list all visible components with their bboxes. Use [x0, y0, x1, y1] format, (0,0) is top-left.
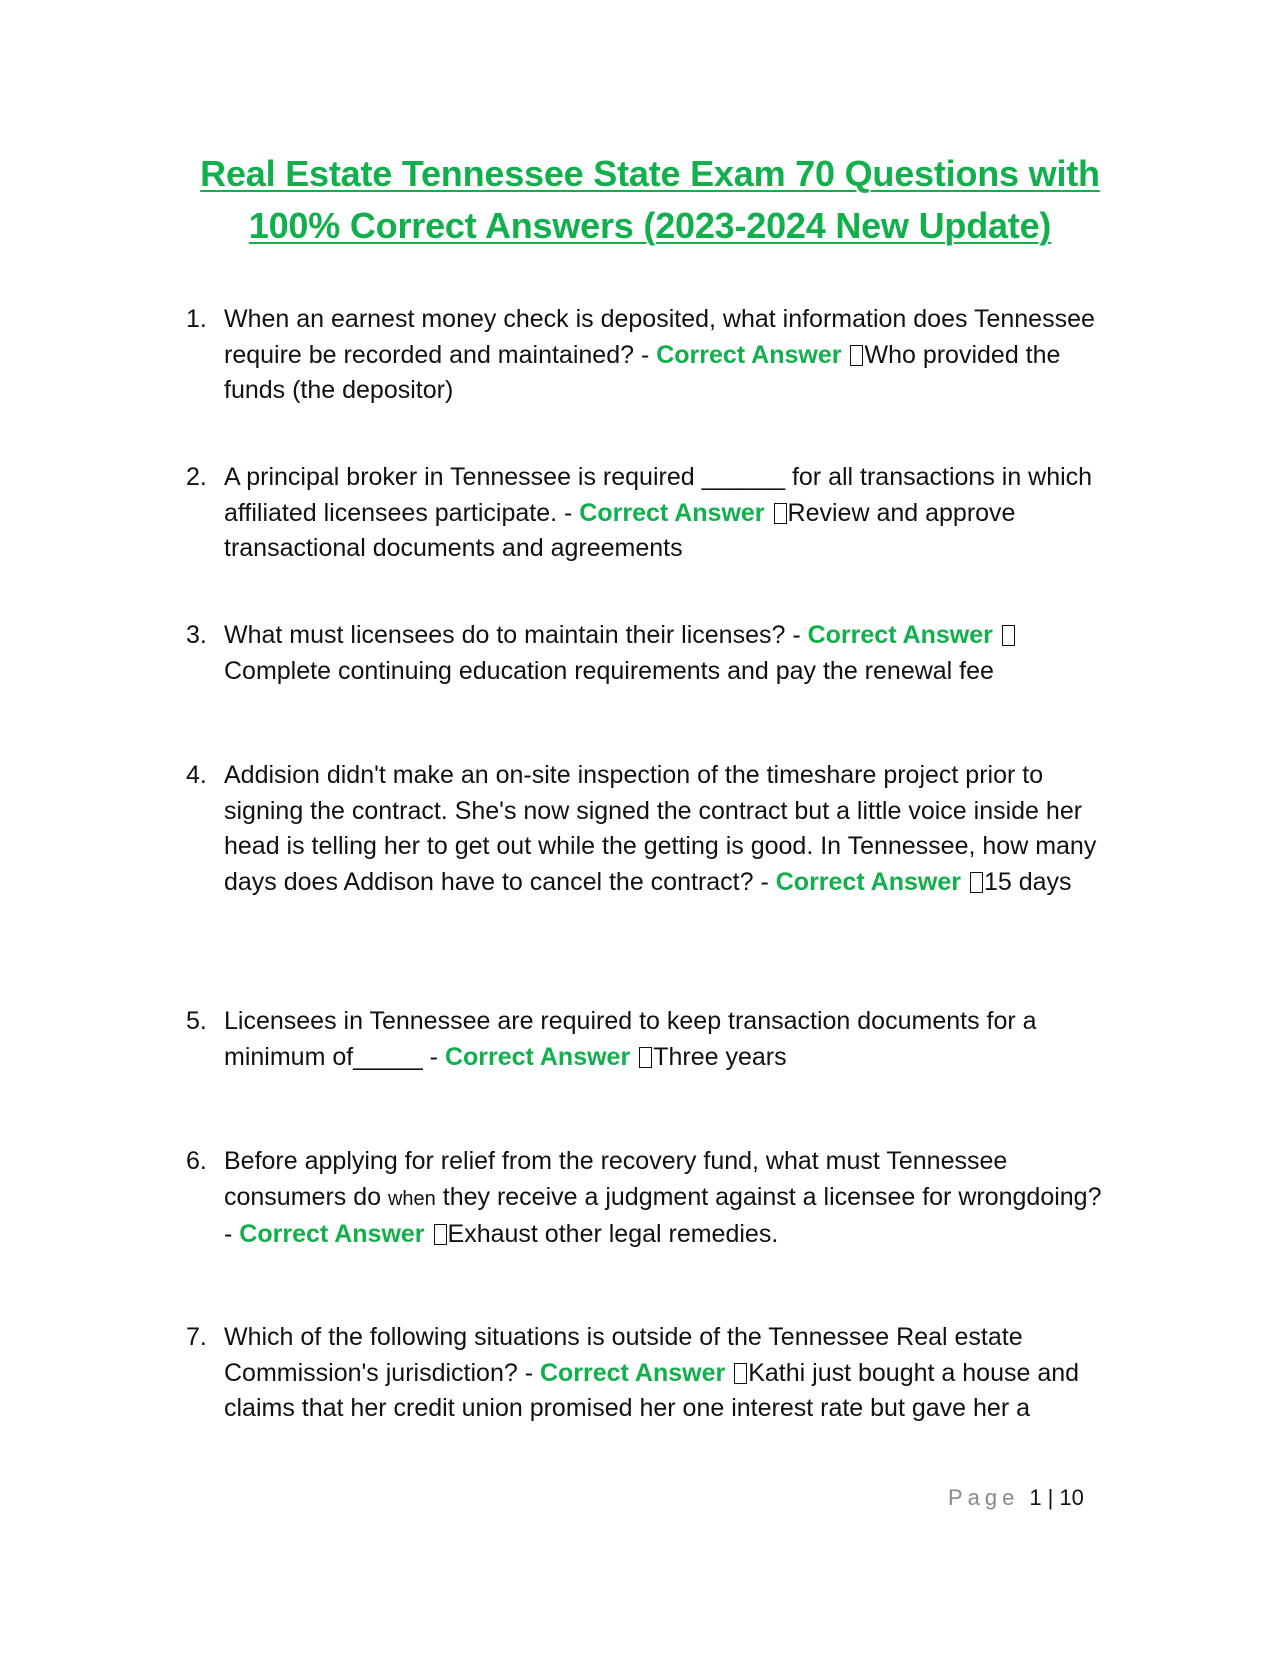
- question-body: [224, 1144, 1114, 1253]
- page-separator: |: [1047, 1485, 1054, 1510]
- correct-answer-label: Correct Answer: [807, 621, 993, 649]
- question-number: 5.: [186, 1007, 207, 1035]
- question-body: [224, 302, 1114, 409]
- question-body: [224, 1004, 1114, 1075]
- answer-text: Who provided the funds (the depositor): [224, 340, 1061, 404]
- missing-glyph-box-icon: [774, 503, 787, 524]
- question-text: A principal broker in Tennessee is required ______ for all transactions in which affiliated licensees participate.: [224, 463, 1093, 527]
- question-item: [186, 460, 1136, 567]
- question-item: [186, 1320, 1136, 1427]
- missing-glyph-box-icon: [639, 1047, 652, 1068]
- correct-answer-label: Correct Answer: [239, 1220, 425, 1248]
- question-text: Addision didn't make an on-site inspection of the timeshare project prior to signing the contract. She's now signed the contract but a little voice inside her head is telling her to get out while the getting is good. In Tennessee, how many days does Addison have to cancel the contract?: [224, 761, 1097, 896]
- question-number: 6.: [186, 1147, 207, 1175]
- correct-answer-label: Correct Answer: [579, 498, 765, 527]
- separator: -: [785, 621, 808, 649]
- question-item: [186, 618, 1136, 689]
- question-number: 7.: [186, 1323, 207, 1351]
- correct-answer-label: Correct Answer: [775, 867, 961, 896]
- correct-answer-label: Correct Answer: [539, 1358, 726, 1387]
- answer-text: Exhaust other legal remedies.: [447, 1220, 779, 1248]
- answer-text: Three years: [653, 1042, 787, 1071]
- page-current: 1: [1029, 1485, 1042, 1510]
- question-text: When an earnest money check is deposited, what information does Tennessee require be recorded and maintained?: [224, 305, 1095, 369]
- correct-answer-label: Correct Answer: [656, 340, 842, 369]
- question-text: they receive a judgment against a licensee for wrongdoing?: [442, 1182, 1102, 1211]
- question-item: [186, 302, 1136, 409]
- page-total: 10: [1059, 1485, 1084, 1510]
- separator: -: [634, 340, 657, 369]
- question-number: 3.: [186, 621, 207, 649]
- answer-text: 15 days: [984, 867, 1072, 896]
- question-number: 1.: [186, 305, 207, 333]
- separator: -: [557, 498, 580, 527]
- question-body: [224, 618, 1114, 689]
- missing-glyph-box-icon: [434, 1224, 447, 1245]
- missing-glyph-box-icon: [1002, 625, 1015, 646]
- answer-text: Review and approve transactional documents and agreements: [224, 498, 1016, 562]
- separator: -: [422, 1042, 445, 1071]
- separator: -: [753, 867, 776, 896]
- answer-text: Kathi just bought a house and claims that her credit union promised her one interest rate but gave her a: [224, 1358, 1080, 1422]
- correct-answer-label: Correct Answer: [444, 1042, 631, 1071]
- question-text: Which of the following situations is outside of the Tennessee Real estate Commission's jurisdiction?: [224, 1323, 1023, 1387]
- question-item: [186, 1144, 1136, 1253]
- question-text: What must licensees do to maintain their licenses?: [224, 621, 786, 649]
- question-text-small: when: [387, 1187, 436, 1210]
- page-footer: [948, 1485, 1084, 1511]
- document-title: Real Estate Tennessee State Exam 70 Questions with 100% Correct Answers (2023-2024 New Update): [200, 153, 1100, 246]
- missing-glyph-box-icon: [970, 872, 983, 893]
- question-body: [224, 460, 1114, 567]
- separator: -: [224, 1220, 240, 1248]
- answer-text: Complete continuing education requirements and pay the renewal fee: [224, 656, 994, 685]
- question-number: 4.: [186, 761, 207, 789]
- question-text: Licensees in Tennessee are required to keep transaction documents for a minimum of_____: [224, 1007, 1037, 1071]
- missing-glyph-box-icon: [734, 1363, 747, 1384]
- question-body: [224, 1320, 1114, 1427]
- page-label: Page: [948, 1485, 1020, 1510]
- question-number: 2.: [186, 463, 207, 491]
- question-text: Before applying for relief from the recovery fund, what must Tennessee consumers do: [224, 1147, 1008, 1211]
- missing-glyph-box-icon: [850, 345, 863, 366]
- question-body: [224, 758, 1114, 900]
- separator: -: [517, 1358, 540, 1387]
- question-item: [186, 758, 1136, 900]
- question-item: [186, 1004, 1136, 1075]
